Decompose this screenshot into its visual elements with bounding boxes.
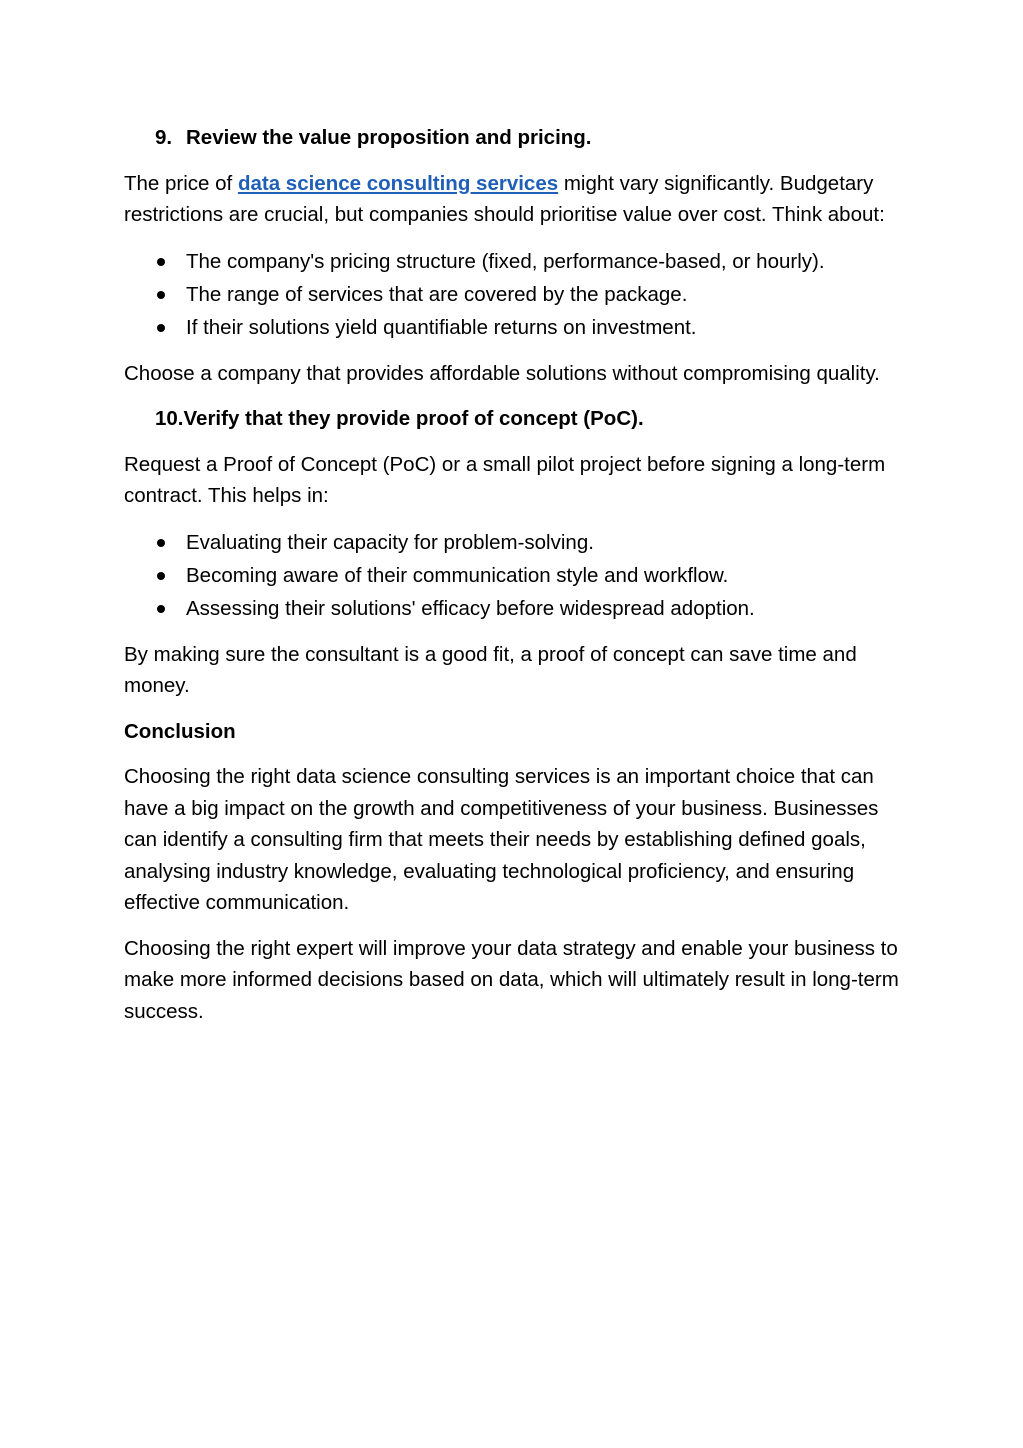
list-item (124, 278, 914, 311)
list-item (124, 559, 914, 592)
bullet-icon (157, 258, 165, 266)
page-content (124, 122, 914, 1041)
bullet-icon (157, 572, 165, 580)
section-10-closing: By making sure the consultant is a good fit, a proof of concept can save time and money. (124, 642, 857, 697)
section-10-title: Verify that they provide proof of concept (PoC). (183, 407, 644, 430)
bullet-icon (157, 324, 165, 332)
section-9-title: Review the value proposition and pricing. (186, 126, 592, 149)
list-item-text: Evaluating their capacity for problem-solving. (186, 530, 594, 554)
section-9-bullet-list (124, 245, 914, 344)
section-10-heading (124, 403, 914, 435)
conclusion-paragraph-1: Choosing the right data science consulting services is an important choice that can have a big impact on the growth and competitiveness of your business. Businesses can identify a consulting firm that meets their needs by establishing defined goals, analysing industry knowledge, evaluating technological proficiency, and ensuring effective communication. (124, 765, 879, 914)
section-10-intro: Request a Proof of Concept (PoC) or a small pilot project before signing a long-term contract. This helps in: (124, 452, 886, 507)
section-10-bullet-list (124, 526, 914, 625)
list-item-text: The range of services that are covered by the package. (186, 282, 688, 306)
list-item-text: Becoming aware of their communication style and workflow. (186, 563, 729, 587)
section-9-intro (124, 168, 914, 231)
section-9-intro-before-link: The price of (124, 171, 238, 195)
bullet-icon (157, 605, 165, 613)
list-item (124, 592, 914, 625)
section-9-closing: Choose a company that provides affordable solutions without compromising quality. (124, 361, 880, 385)
list-item (124, 526, 914, 559)
section-9-intro-after-link: might vary significantly. Budgetary restrictions are crucial, but companies should prioritise value over cost. Think about: (124, 171, 885, 226)
bullet-icon (157, 539, 165, 547)
list-item-text: Assessing their solutions' efficacy before widespread adoption. (186, 596, 755, 620)
list-item (124, 245, 914, 278)
section-9-number: 9. (155, 126, 173, 149)
section-9-heading (124, 122, 914, 154)
conclusion-heading: Conclusion (124, 719, 236, 743)
list-item-text: If their solutions yield quantifiable returns on investment. (186, 315, 697, 339)
list-item-text: The company's pricing structure (fixed, performance-based, or hourly). (186, 249, 825, 273)
section-10-number: 10. (155, 407, 184, 430)
list-item (124, 311, 914, 344)
bullet-icon (157, 291, 165, 299)
data-science-consulting-link[interactable]: data science consulting services (237, 171, 559, 195)
conclusion-paragraph-2: Choosing the right expert will improve your data strategy and enable your business to make more informed decisions based on data, which will ultimately result in long-term success. (124, 936, 899, 1023)
